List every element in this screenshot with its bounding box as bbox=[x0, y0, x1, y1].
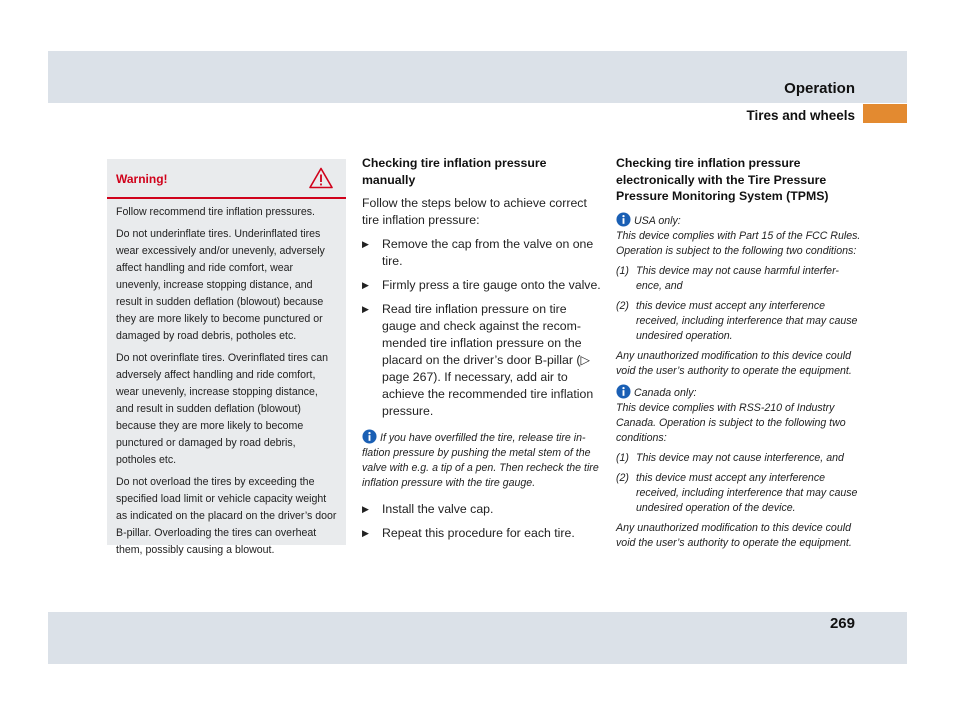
warning-header bbox=[107, 159, 346, 199]
triangle-bullet-icon: ▶ bbox=[362, 239, 369, 249]
manual-steps-after bbox=[362, 501, 602, 542]
triangle-bullet-icon: ▶ bbox=[362, 280, 369, 290]
section-tab-marker bbox=[863, 104, 907, 123]
section-title: Operation bbox=[784, 80, 855, 97]
usa-closing: Any unauthorized modification to this device could void the user’s authority to operate the equipment. bbox=[616, 349, 852, 377]
condition-item bbox=[616, 264, 861, 294]
condition-item bbox=[616, 471, 861, 516]
triangle-bullet-icon: ▶ bbox=[362, 304, 369, 314]
usa-label: USA only: bbox=[634, 214, 681, 227]
triangle-bullet-icon: ▶ bbox=[362, 504, 369, 514]
canada-section bbox=[616, 384, 861, 551]
warning-paragraph: Do not overload the tires by exceeding the specified load limit or vehicle capacity weight as indicated on the placard on the driver’s door B-pillar. Overloading the tires can overheat them, possibly causing a blowout. bbox=[116, 476, 337, 556]
canada-intro: This device complies with RSS-210 of Industry Canada. Operation is subject to the following two conditions: bbox=[616, 401, 846, 444]
step-text: Install the valve cap. bbox=[382, 502, 494, 516]
step-item bbox=[362, 277, 602, 294]
manual-steps bbox=[362, 236, 602, 420]
condition-text: This device may not cause harmful interfer-ence, and bbox=[636, 264, 839, 292]
warning-box bbox=[107, 159, 346, 556]
condition-number: (1) bbox=[616, 264, 629, 277]
canada-label: Canada only: bbox=[634, 386, 697, 399]
condition-number: (2) bbox=[616, 299, 629, 312]
warning-title: Warning! bbox=[116, 172, 168, 186]
page-number: 269 bbox=[829, 615, 855, 632]
manual-check-column bbox=[362, 155, 602, 542]
manual-check-intro: Follow the steps below to achieve correct tire inflation pressure: bbox=[362, 196, 587, 227]
tpms-column bbox=[616, 155, 861, 551]
subsection-title: Tires and wheels bbox=[746, 108, 855, 123]
overfill-note bbox=[362, 429, 602, 491]
step-item bbox=[362, 236, 602, 270]
step-item bbox=[362, 301, 602, 420]
info-icon bbox=[616, 212, 631, 227]
usa-section bbox=[616, 212, 861, 379]
condition-item bbox=[616, 299, 861, 344]
tpms-heading: Checking tire inflation pressure electronically with the Tire Pressure Pressure Monitoring System (TPMS) bbox=[616, 156, 829, 203]
triangle-bullet-icon: ▶ bbox=[362, 528, 369, 538]
step-item bbox=[362, 501, 602, 518]
condition-text: this device must accept any interference received, including interference that may cause undesired operation. bbox=[636, 299, 858, 342]
step-text: Repeat this procedure for each tire. bbox=[382, 526, 575, 540]
condition-text: this device must accept any interference received, including interference that may cause undesired operation of the device. bbox=[636, 471, 858, 514]
warning-paragraph: Do not overinflate tires. Overinflated tires can adversely affect handling and ride comfort, wear unevenly, increase stopping distance, and result in sudden deflation (blowout) because they are more likely to become punctured or damaged by road debris, potholes etc. bbox=[116, 352, 328, 466]
step-item bbox=[362, 525, 602, 542]
warning-triangle-icon bbox=[309, 167, 333, 189]
step-text: Remove the cap from the valve on one tire. bbox=[382, 237, 594, 268]
header-band bbox=[48, 51, 907, 103]
manual-check-heading: Checking tire inflation pressure manually bbox=[362, 156, 547, 187]
warning-body bbox=[107, 199, 346, 559]
condition-number: (2) bbox=[616, 471, 629, 484]
canada-closing: Any unauthorized modification to this device could void the user’s authority to operate the equipment. bbox=[616, 521, 852, 549]
usa-intro: This device complies with Part 15 of the FCC Rules. Operation is subject to the following two conditions: bbox=[616, 229, 861, 257]
overfill-note-text: If you have overfilled the tire, release tire in-flation pressure by pushing the metal stem of the valve with e.g. a tip of a pen. Then recheck the tire inflation pressure with the tire gauge. bbox=[362, 432, 599, 489]
warning-paragraph: Do not underinflate tires. Underinflated tires wear excessively and/or unevenly, adversely affect handling and ride comfort, wear unevenly, increase stopping distance, and result in sudden deflation (blowout) because they are more likely to become punctured or damaged by road debris, potholes etc. bbox=[116, 228, 325, 342]
info-icon bbox=[616, 384, 631, 399]
info-icon bbox=[362, 429, 377, 444]
condition-item bbox=[616, 451, 861, 466]
condition-text: This device may not cause interference, and bbox=[636, 451, 844, 464]
canada-label-row bbox=[616, 384, 861, 401]
usa-label-row bbox=[616, 212, 861, 229]
footer-band bbox=[48, 612, 907, 664]
step-text: Firmly press a tire gauge onto the valve. bbox=[382, 278, 601, 292]
step-text: Read tire inflation pressure on tire gauge and check against the recom-mended tire inflation pressure on the placard on the driver’s door B-pillar (▷ page 267). If necessary, add air to achieve the recommended tire inflation pressure. bbox=[382, 302, 594, 418]
warning-paragraph: Follow recommend tire inflation pressures. bbox=[116, 206, 316, 218]
condition-number: (1) bbox=[616, 451, 629, 464]
